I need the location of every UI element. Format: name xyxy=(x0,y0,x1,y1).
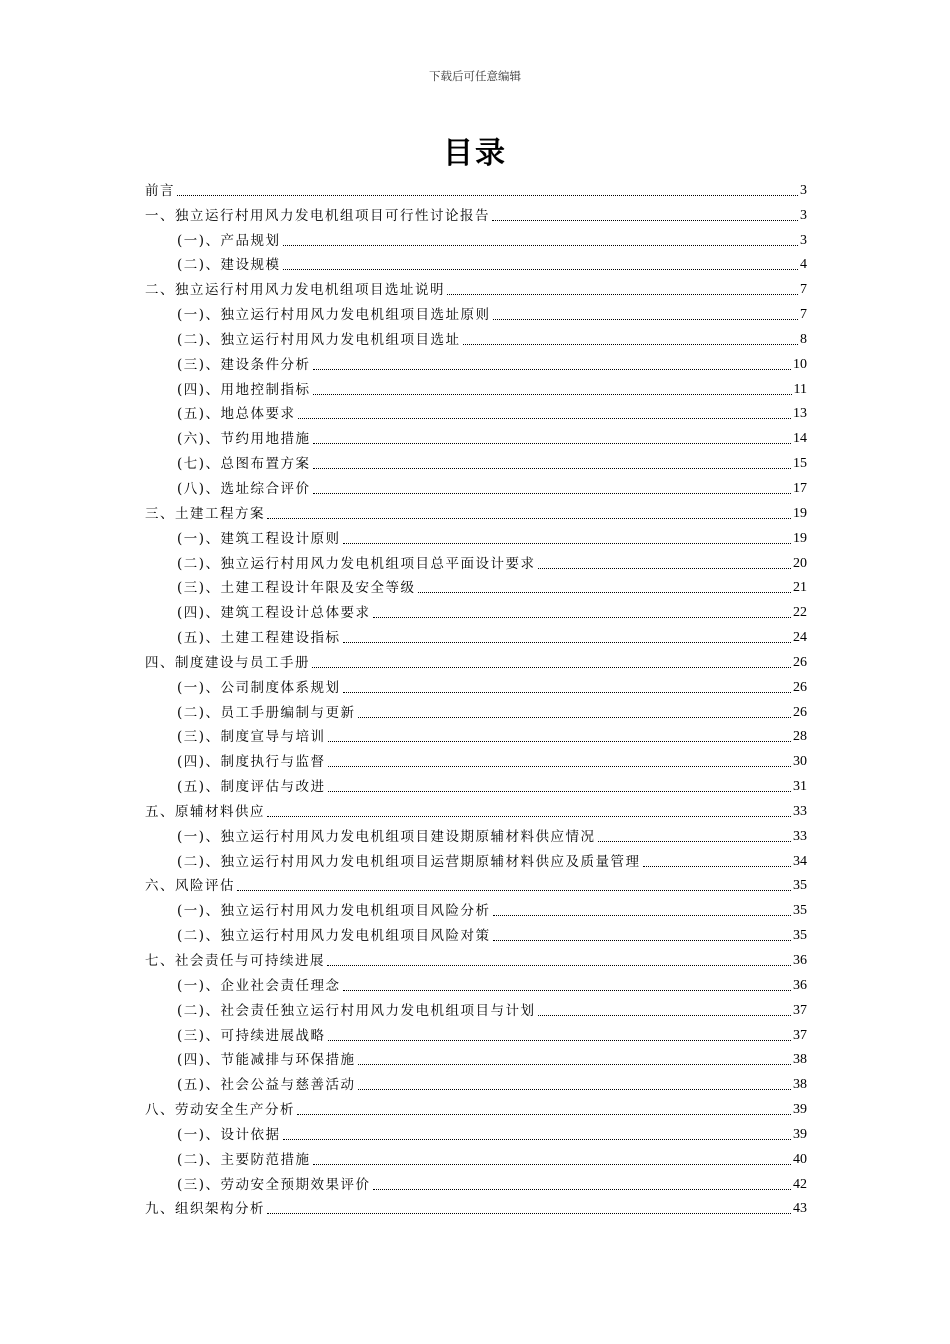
dot-leader xyxy=(312,667,791,668)
toc-page-number: 39 xyxy=(793,1126,807,1142)
toc-entry-label: (一)、设计依据 xyxy=(177,1126,281,1143)
dot-leader xyxy=(313,443,791,444)
toc-entry-label: (二)、独立运行村用风力发电机组项目选址 xyxy=(177,331,461,348)
toc-entry-label: (一)、独立运行村用风力发电机组项目建设期原辅材料供应情况 xyxy=(177,828,596,845)
toc-page-number: 3 xyxy=(800,182,807,198)
toc-page-number: 40 xyxy=(793,1151,807,1167)
toc-page-number: 7 xyxy=(800,307,807,323)
toc-entry-label: 七、社会责任与可持续进展 xyxy=(145,953,325,969)
toc-chapter-entry[interactable] xyxy=(145,275,807,300)
toc-page-number: 21 xyxy=(793,580,807,596)
dot-leader xyxy=(313,394,792,395)
dot-leader xyxy=(328,1040,791,1041)
toc-page-number: 39 xyxy=(793,1102,807,1118)
toc-page-number: 31 xyxy=(793,779,807,795)
toc-entry-label: 三、土建工程方案 xyxy=(145,505,265,522)
toc-section-entry[interactable] xyxy=(145,549,807,574)
toc-entry-label: (五)、土建工程建设指标 xyxy=(177,630,341,647)
toc-page-number: 35 xyxy=(793,878,807,894)
toc-chapter-entry[interactable] xyxy=(145,1095,807,1120)
toc-entry-label: 八、劳动安全生产分析 xyxy=(145,1102,295,1119)
toc-entry-label: (七)、总图布置方案 xyxy=(177,456,311,473)
toc-page-number: 11 xyxy=(793,381,807,397)
toc-section-entry[interactable] xyxy=(145,747,807,772)
toc-page-number: 37 xyxy=(793,1002,807,1018)
toc-page-number: 26 xyxy=(793,679,807,695)
toc-chapter-entry[interactable] xyxy=(145,648,807,673)
toc-section-entry[interactable] xyxy=(145,424,807,449)
toc-entry-label: (一)、公司制度体系规划 xyxy=(177,679,341,696)
toc-page-number: 30 xyxy=(793,754,807,770)
dot-leader xyxy=(493,940,791,941)
toc-entry-label: (六)、节约用地措施 xyxy=(177,431,311,448)
toc-chapter-entry[interactable] xyxy=(145,797,807,822)
toc-page-number: 28 xyxy=(793,729,807,745)
toc-page-number: 3 xyxy=(800,207,807,223)
dot-leader xyxy=(358,717,791,718)
toc-chapter-entry[interactable] xyxy=(145,946,807,971)
toc-page-number: 17 xyxy=(793,480,807,496)
toc-entry-label: 一、独立运行村用风力发电机组项目可行性讨论报告 xyxy=(145,207,490,224)
toc-entry-label: (三)、土建工程设计年限及安全等级 xyxy=(177,580,416,597)
toc-page-number: 13 xyxy=(793,406,807,422)
toc-entry-label: (二)、主要防范措施 xyxy=(177,1151,311,1168)
dot-leader xyxy=(373,1189,791,1190)
dot-leader xyxy=(313,369,791,370)
toc-entry-label: (五)、地总体要求 xyxy=(177,406,296,423)
toc-entry-label: (二)、独立运行村用风力发电机组项目风险对策 xyxy=(177,928,491,945)
toc-section-entry[interactable] xyxy=(145,673,807,698)
toc-entry-label: (二)、建设规模 xyxy=(177,257,281,274)
toc-section-entry[interactable] xyxy=(145,1046,807,1071)
toc-section-entry[interactable] xyxy=(145,1145,807,1170)
toc-chapter-entry[interactable] xyxy=(145,872,807,897)
toc-chapter-entry[interactable] xyxy=(145,201,807,226)
toc-section-entry[interactable] xyxy=(145,971,807,996)
toc-entry-label: 五、原辅材料供应 xyxy=(145,803,265,820)
toc-page-number: 37 xyxy=(793,1027,807,1043)
dot-leader xyxy=(327,965,791,966)
toc-page-number: 38 xyxy=(793,1077,807,1093)
dot-leader xyxy=(328,766,791,767)
toc-section-entry[interactable] xyxy=(145,1170,807,1195)
toc-entry-label: (二)、独立运行村用风力发电机组项目运营期原辅材料供应及质量管理 xyxy=(177,853,641,870)
toc-entry-label: (五)、社会公益与慈善活动 xyxy=(177,1077,356,1094)
toc-page-number: 3 xyxy=(800,232,807,248)
toc-page-number: 14 xyxy=(793,431,807,447)
toc-entry-label: (二)、社会责任独立运行村用风力发电机组项目与计划 xyxy=(177,1002,536,1019)
dot-leader xyxy=(598,841,791,842)
toc-entry-label: (一)、独立运行村用风力发电机组项目风险分析 xyxy=(177,903,491,920)
toc-page-number: 38 xyxy=(793,1052,807,1068)
toc-page-number: 10 xyxy=(793,356,807,372)
table-of-contents xyxy=(145,176,807,1219)
dot-leader xyxy=(343,990,791,991)
toc-entry-label: 前言 xyxy=(145,182,175,199)
dot-leader xyxy=(313,493,791,494)
toc-page-number: 36 xyxy=(793,977,807,993)
toc-entry-label: 四、制度建设与员工手册 xyxy=(145,654,310,671)
toc-section-entry[interactable] xyxy=(145,921,807,946)
toc-entry-label: (五)、制度评估与改进 xyxy=(177,779,326,796)
toc-section-entry[interactable] xyxy=(145,325,807,350)
toc-entry-label: (三)、制度宣导与培训 xyxy=(177,729,326,746)
toc-section-entry[interactable] xyxy=(145,400,807,425)
dot-leader xyxy=(493,915,791,916)
toc-entry-label: (一)、建筑工程设计原则 xyxy=(177,530,341,547)
toc-section-entry[interactable] xyxy=(145,1120,807,1145)
dot-leader xyxy=(328,741,791,742)
toc-entry-label: (四)、制度执行与监督 xyxy=(177,754,326,771)
dot-leader xyxy=(328,791,791,792)
toc-page-number: 34 xyxy=(793,853,807,869)
toc-title: 目录 xyxy=(443,136,507,171)
toc-page-number: 43 xyxy=(793,1201,807,1217)
dot-leader xyxy=(313,1164,791,1165)
toc-entry-label: (四)、建筑工程设计总体要求 xyxy=(177,605,371,622)
dot-leader xyxy=(298,418,791,419)
toc-section-entry[interactable] xyxy=(145,623,807,648)
toc-section-entry[interactable] xyxy=(145,350,807,375)
dot-leader xyxy=(283,269,798,270)
toc-section-entry[interactable] xyxy=(145,1021,807,1046)
dot-leader xyxy=(267,518,791,519)
dot-leader xyxy=(283,1139,791,1140)
toc-chapter-entry[interactable] xyxy=(145,1195,807,1220)
dot-leader xyxy=(373,617,791,618)
dot-leader xyxy=(237,890,791,891)
toc-page-number: 15 xyxy=(793,456,807,472)
toc-page-number: 20 xyxy=(793,555,807,571)
toc-page-number: 22 xyxy=(793,605,807,621)
toc-page-number: 26 xyxy=(793,654,807,670)
toc-section-entry[interactable] xyxy=(145,375,807,400)
toc-page-number: 35 xyxy=(793,928,807,944)
dot-leader xyxy=(492,220,798,221)
dot-leader xyxy=(343,642,791,643)
toc-section-entry[interactable] xyxy=(145,251,807,276)
dot-leader xyxy=(463,344,798,345)
toc-section-entry[interactable] xyxy=(145,598,807,623)
toc-entry-label: (一)、产品规划 xyxy=(177,232,281,249)
toc-section-entry[interactable] xyxy=(145,723,807,748)
toc-entry-label: (四)、用地控制指标 xyxy=(177,381,311,398)
toc-section-entry[interactable] xyxy=(145,772,807,797)
dot-leader xyxy=(493,319,798,320)
dot-leader xyxy=(418,592,791,593)
dot-leader xyxy=(177,195,798,196)
dot-leader xyxy=(343,692,791,693)
toc-page-number: 19 xyxy=(793,530,807,546)
dot-leader xyxy=(313,468,791,469)
dot-leader xyxy=(358,1089,791,1090)
toc-section-entry[interactable] xyxy=(145,449,807,474)
toc-page-number: 35 xyxy=(793,903,807,919)
dot-leader xyxy=(447,294,798,295)
toc-chapter-entry[interactable] xyxy=(145,499,807,524)
dot-leader xyxy=(297,1114,791,1115)
toc-page-number: 33 xyxy=(793,803,807,819)
toc-section-entry[interactable] xyxy=(145,698,807,723)
toc-entry-label: (二)、独立运行村用风力发电机组项目总平面设计要求 xyxy=(177,555,536,572)
toc-entry-label: 二、独立运行村用风力发电机组项目选址说明 xyxy=(145,282,445,299)
toc-entry-label: (四)、节能减排与环保措施 xyxy=(177,1052,356,1069)
toc-entry-label: 六、风险评估 xyxy=(145,878,235,895)
toc-entry-label: (一)、独立运行村用风力发电机组项目选址原则 xyxy=(177,307,491,324)
toc-page-number: 4 xyxy=(800,257,807,273)
toc-entry-label: (二)、员工手册编制与更新 xyxy=(177,704,356,721)
toc-section-entry[interactable] xyxy=(145,996,807,1021)
dot-leader xyxy=(358,1064,791,1065)
header-note: 下载后可任意编辑 xyxy=(429,69,521,83)
toc-entry-label: (三)、建设条件分析 xyxy=(177,356,311,373)
toc-chapter-entry[interactable] xyxy=(145,176,807,201)
toc-page-number: 42 xyxy=(793,1176,807,1192)
toc-section-entry[interactable] xyxy=(145,847,807,872)
toc-section-entry[interactable] xyxy=(145,524,807,549)
toc-page-number: 24 xyxy=(793,630,807,646)
toc-section-entry[interactable] xyxy=(145,226,807,251)
toc-page-number: 36 xyxy=(793,953,807,968)
dot-leader xyxy=(267,816,791,817)
dot-leader xyxy=(538,1015,791,1016)
toc-page-number: 19 xyxy=(793,505,807,521)
toc-entry-label: (三)、可持续进展战略 xyxy=(177,1027,326,1044)
dot-leader xyxy=(343,543,791,544)
dot-leader xyxy=(643,866,791,867)
toc-section-entry[interactable] xyxy=(145,822,807,847)
dot-leader xyxy=(283,245,798,246)
toc-section-entry[interactable] xyxy=(145,574,807,599)
toc-section-entry[interactable] xyxy=(145,1070,807,1095)
toc-section-entry[interactable] xyxy=(145,474,807,499)
toc-entry-label: (一)、企业社会责任理念 xyxy=(177,977,341,994)
toc-page-number: 8 xyxy=(800,331,807,347)
dot-leader xyxy=(538,568,791,569)
toc-page-number: 26 xyxy=(793,704,807,720)
toc-page-number: 33 xyxy=(793,828,807,844)
dot-leader xyxy=(267,1213,791,1214)
toc-section-entry[interactable] xyxy=(145,896,807,921)
toc-entry-label: (三)、劳动安全预期效果评价 xyxy=(177,1176,371,1193)
toc-page-number: 7 xyxy=(800,282,807,298)
toc-entry-label: 九、组织架构分析 xyxy=(145,1201,265,1218)
toc-section-entry[interactable] xyxy=(145,300,807,325)
toc-entry-label: (八)、选址综合评价 xyxy=(177,480,311,497)
